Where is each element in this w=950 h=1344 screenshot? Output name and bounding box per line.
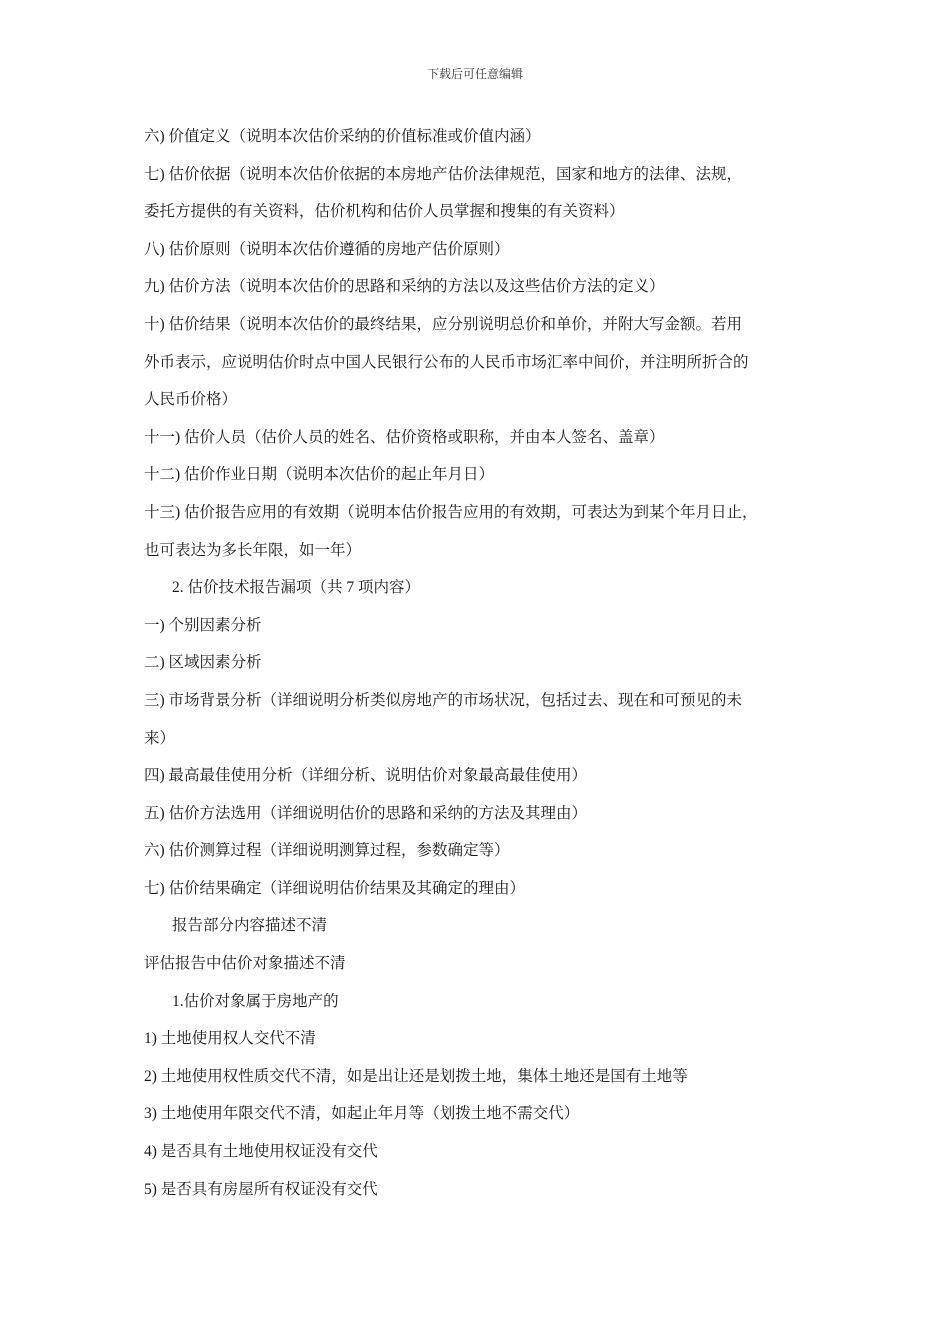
text-line: 七) 估价结果确定（详细说明估价结果及其确定的理由） — [144, 879, 526, 897]
text-line: 委托方提供的有关资料，估价机构和估价人员掌握和搜集的有关资料） — [144, 203, 625, 221]
text-line: 十) 估价结果（说明本次估价的最终结果，应分别说明总价和单价，并附大写金额。若用 — [144, 315, 743, 333]
text-line: 十一) 估价人员（估价人员的姓名、估价资格或职称，并由本人签名、盖章） — [144, 428, 665, 446]
text-line: 三) 市场背景分析（详细说明分析类似房地产的市场状况，包括过去、现在和可预见的未 — [144, 691, 743, 709]
text-line: 1) 土地使用权人交代不清 — [144, 1030, 316, 1048]
text-line: 七) 估价依据（说明本次估价依据的本房地产估价法律规范，国家和地方的法律、法规， — [144, 165, 743, 183]
text-line: 2) 土地使用权性质交代不清，如是出让还是划拨土地，集体土地还是国有土地等 — [144, 1067, 688, 1085]
section-heading: 1.估价对象属于房地产的 — [172, 992, 339, 1010]
text-line: 5) 是否具有房屋所有权证没有交代 — [144, 1180, 378, 1198]
text-line: 来） — [144, 729, 176, 747]
text-line: 评估报告中估价对象描述不清 — [144, 955, 346, 973]
text-line: 五) 估价方法选用（详细说明估价的思路和采纳的方法及其理由） — [144, 804, 588, 822]
text-line: 六) 估价测算过程（详细说明测算过程，参数确定等） — [144, 842, 510, 860]
text-line: 四) 最高最佳使用分析（详细分析、说明估价对象最高最佳使用） — [144, 767, 588, 785]
page-header: 下载后可任意编辑 — [426, 67, 523, 81]
text-line: 八) 估价原则（说明本次估价遵循的房地产估价原则） — [144, 240, 510, 258]
section-heading: 报告部分内容描述不清 — [172, 917, 328, 935]
text-line: 3) 土地使用年限交代不清，如起止年月等（划拨土地不需交代） — [144, 1105, 580, 1123]
document-body — [144, 118, 820, 1208]
text-line: 4) 是否具有土地使用权证没有交代 — [144, 1143, 378, 1161]
section-heading: 2. 估价技术报告漏项（共 7 项内容） — [172, 579, 421, 597]
text-line: 也可表达为多长年限，如一年） — [144, 541, 362, 559]
text-line: 外币表示，应说明估价时点中国人民银行公布的人民币市场汇率中间价，并注明所折合的 — [144, 353, 749, 371]
text-line: 人民币价格） — [144, 391, 238, 409]
text-line: 二) 区域因素分析 — [144, 654, 262, 672]
text-line: 六) 价值定义（说明本次估价采纳的价值标准或价值内涵） — [144, 128, 541, 145]
text-line: 十三) 估价报告应用的有效期（说明本估价报告应用的有效期，可表达为到某个年月日止， — [144, 503, 758, 521]
text-line: 十二) 估价作业日期（说明本次估价的起止年月日） — [144, 466, 495, 484]
text-line: 一) 个别因素分析 — [144, 616, 262, 634]
text-line: 九) 估价方法（说明本次估价的思路和采纳的方法以及这些估价方法的定义） — [144, 278, 665, 296]
